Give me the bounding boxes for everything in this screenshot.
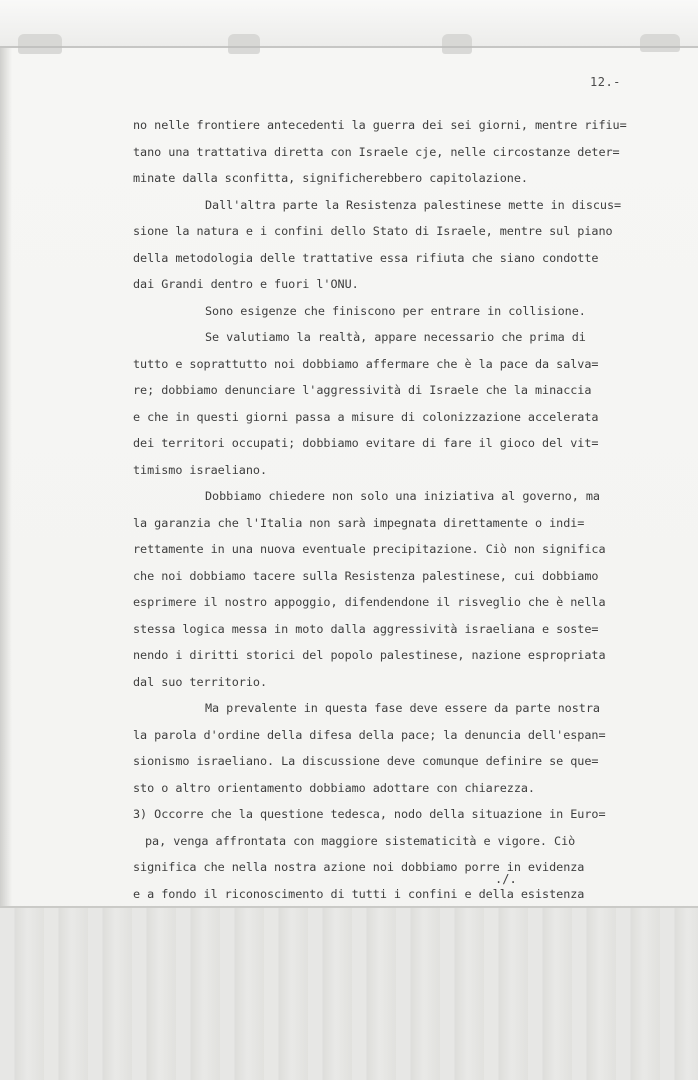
binder-clip-4 — [640, 34, 680, 52]
text-line: pa, venga affrontata con maggiore sistematicità e vigore. Ciò — [145, 833, 576, 848]
typed-text-body — [133, 112, 681, 960]
text-line: nendo i diritti storici del popolo palestinese, nazione espropriata — [133, 648, 606, 662]
text-line: la parola d'ordine della difesa della pace; la denuncia dell'espan= — [133, 727, 606, 742]
text-line: re; dobbiamo denunciare l'aggressività di Israele che la minaccia — [133, 383, 592, 397]
text-line: significa che nella nostra azione noi dobbiamo porre in evidenza — [133, 860, 585, 874]
page-number: 12.- — [590, 75, 621, 89]
text-line: e a fondo il riconoscimento di tutti i confini e della esistenza — [133, 886, 585, 901]
text-line: sione la natura e i confini dello Stato di Israele, mentre sul piano — [133, 224, 613, 238]
text-line: tutto e soprattutto noi dobbiamo affermare che è la pace da salva= — [133, 356, 599, 371]
paper-top-strip — [0, 0, 698, 48]
text-line: che noi dobbiamo tacere sulla Resistenza palestinese, cui dobbiamo — [133, 568, 599, 583]
text-line: e che in questi giorni passa a misure di colonizzazione accelerata — [133, 409, 599, 424]
text-line: 3) Occorre che la questione tedesca, nodo della situazione in Euro= — [133, 807, 606, 821]
text-line: minate dalla sconfitta, significherebbero capitolazione. — [133, 171, 528, 185]
paper-fold-line — [0, 46, 698, 48]
text-line: dal suo territorio. — [133, 674, 267, 689]
text-line: esprimere il nostro appoggio, difendendone il risveglio che è nella — [133, 595, 606, 609]
text-line: timismo israeliano. — [133, 462, 267, 477]
text-line: rettamente in una nuova eventuale precipitazione. Ciò non significa — [133, 542, 606, 556]
text-line: stessa logica messa in moto dalla aggressività israeliana e soste= — [133, 621, 599, 636]
text-line: no nelle frontiere antecedenti la guerra dei sei giorni, mentre rifiu= — [133, 118, 627, 132]
text-line: Sono esigenze che finiscono per entrare in collisione. — [205, 303, 586, 318]
text-line: della metodologia delle trattative essa rifiuta che siano condotte — [133, 250, 599, 265]
left-edge-shadow — [0, 48, 12, 908]
continuation-mark: ./. — [495, 872, 517, 886]
underlying-pages-area — [0, 908, 698, 1080]
text-line: la garanzia che l'Italia non sarà impegnata direttamente o indi= — [133, 515, 585, 530]
text-line: sto o altro orientamento dobbiamo adottare con chiarezza. — [133, 780, 535, 795]
binder-clip-2 — [228, 34, 260, 54]
binder-clip-3 — [442, 34, 472, 54]
text-line: Se valutiamo la realtà, appare necessario che prima di — [205, 330, 586, 344]
text-line: dei territori occupati; dobbiamo evitare di fare il gioco del vit= — [133, 436, 599, 450]
text-line: Dobbiamo chiedere non solo una iniziativa al governo, ma — [205, 489, 600, 503]
text-line: dai Grandi dentro e fuori l'ONU. — [133, 277, 359, 291]
text-line: tano una trattativa diretta con Israele cje, nelle circostanze deter= — [133, 144, 620, 159]
text-line: Ma prevalente in questa fase deve essere da parte nostra — [205, 701, 600, 715]
text-line: Dall'altra parte la Resistenza palestinese mette in discus= — [205, 197, 622, 212]
text-line: sionismo israeliano. La discussione deve comunque definire se que= — [133, 754, 599, 768]
binder-clip-1 — [18, 34, 62, 54]
